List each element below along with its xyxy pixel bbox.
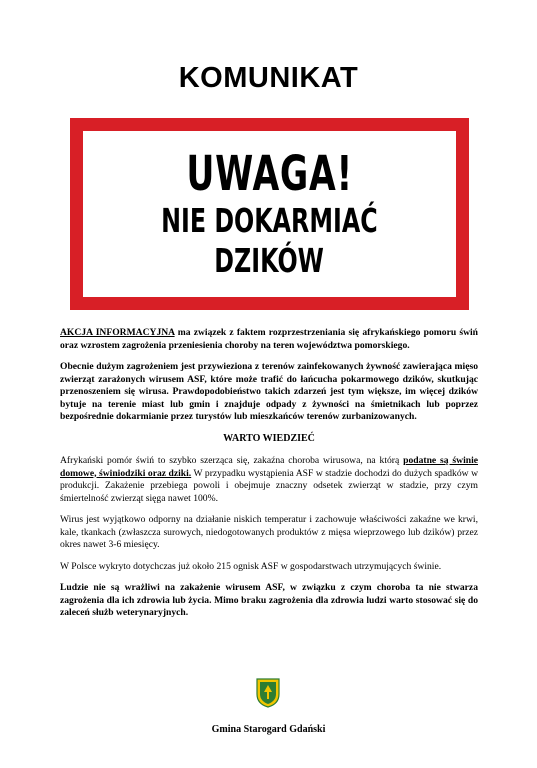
page-title: KOMUNIKAT [178,62,359,94]
notice-body [60,327,478,629]
paragraph-human-safety: Ludzie nie są wrażliwi na zakażenie wirusem ASF, w związku z czym choroba ta nie stwarza zagrożenia dla ich zdrowia lub życia. Mimo braku zagrożenia dla zdrowia ludzi warto stosować się do zaleceń służb weterynaryjnych. [60,582,478,618]
paragraph-threat: Obecnie dużym zagrożeniem jest przywieziona z terenów zainfekowanych żywność zawierająca mięso zwierząt zarażonych wirusem ASF, które może trafić do łańcucha pokarmowego dzików, skutkując przenoszeniem się wirusa. Prawdopodobieństwo takich zdarzeń jest tym większe, im więcej dzików bytuje na terenie miast lub gmin i znajduje odpady z żywności na śmietnikach lub poprzez bezpośrednie dokarmianie przez turystów lub mieszkańców terenów zurbanizowanych. [60,361,478,422]
paragraph-asf-info [60,455,478,505]
municipality-name: Gmina Starogard Gdański [211,724,326,735]
paragraph-outbreaks: W Polsce wykryto dotychczas już około 215 ognisk ASF w gospodarstwach utrzymujących świnie. [60,560,442,572]
sign-line-warning: UWAGA! [186,146,353,202]
asf-text-a: Afrykański pomór świń to szybko szerząca się, zakaźna choroba wirusowa, na którą [60,455,404,466]
sign-line-do-not-feed: NIE DOKARMIAĆ [161,201,378,240]
sign-line-boars: DZIKÓW [214,241,325,280]
asf-text-b: W przypadku wystąpienia ASF w stadzie dochodzi do dużych spadków w produkcji. Zakażenie przebiega powoli i obejmuje znaczny odsetek zwierząt w stadzie, przy czym śmiertelność zwierząt sięga nawet 100%. [60,467,478,504]
asf-susceptible: podatne są świnie domowe, świniodziki oraz dziki. [60,455,479,479]
paragraph-intro [60,327,478,352]
campaign-label: AKCJA INFORMACYJNA [60,327,175,338]
warning-sign [70,118,469,310]
coat-of-arms-icon [256,678,280,708]
intro-text: ma związek z faktem rozprzestrzeniania się afrykańskiego pomoru świń oraz wzrostem zagrożenia przeniesienia choroby na teren województwa pomorskiego. [60,327,478,351]
section-heading: WARTO WIEDZIEĆ [223,432,315,444]
paragraph-virus-resistance: Wirus jest wyjątkowo odporny na działanie niskich temperatur i zachowuje właściwości zakaźne we krwi, kale, tkankach (zwłaszcza surowych, niedogotowanych produktów z mięsa wieprzowego lub dzików) przez okres nawet 3-6 miesięcy. [60,514,478,550]
